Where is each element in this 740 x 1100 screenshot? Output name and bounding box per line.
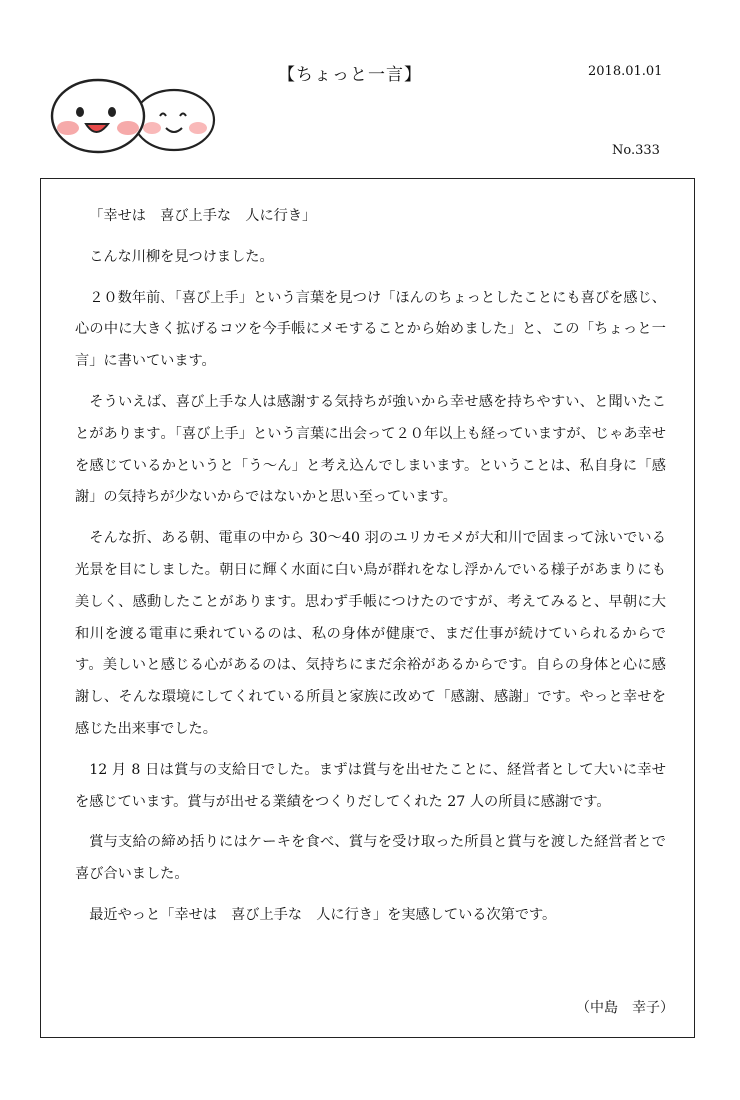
two-smiling-faces-icon <box>48 76 220 154</box>
page-title: 【ちょっと一言】 <box>278 65 422 85</box>
paragraph: 最近やっと「幸せは 喜び上手な 人に行き」を実感している次第です。 <box>89 906 557 923</box>
paragraph: ２０数年前､「喜び上手」という言葉を見つけ「ほんのちょっとしたことにも喜びを感じ、心の中に大きく拡げるコツを今手帳にメモすることから始めました」と、この「ちょっと一言」に書いています。 <box>75 289 666 370</box>
issue-number: No.333 <box>612 143 660 158</box>
paragraph: 12 月 8 日は賞与の支給日でした。まずは賞与を出せたことに、経営者として大いに幸せを感じています。賞与が出せる業績をつくりだしてくれた 27 人の所員に感謝です。 <box>75 761 666 810</box>
paragraph: こんな川柳を見つけました。 <box>89 248 274 265</box>
paragraph: そんな折、ある朝、電車の中から 30～40 羽のユリカモメが大和川で固まって泳いでいる光景を目にしました。朝日に輝く水面に白い鳥が群れをなし浮かんでいる様子があまりにも美しく、感動したことがあります。思わず手帳につけたのですが、考えてみると、早朝に大和川を渡る電車に乗れているのは、私の身体が健康で、まだ仕事が続けていられるからです。美しいと感じる心があるのは、気持ちにまだ余裕があるからです。自らの身体と心に感謝し、そんな環境にしてくれている所員と家族に改めて「感謝、感謝」です。やっと幸せを感じた出来事でした。 <box>75 530 666 737</box>
paragraph: そういえば、喜び上手な人は感謝する気持ちが強いから幸せ感を持ちやすい、と聞いたことがあります｡「喜び上手」という言葉に出会って２０年以上も経っていますが、じゃあ幸せを感じているかというと「う～ん」と考え込んでしまいます。ということは、私自身に「感謝」の気持ちが少ないからではないかと思い至っています。 <box>75 393 666 506</box>
paragraph: 「幸せは 喜び上手な 人に行き」 <box>89 208 317 224</box>
author-signature: （中島 幸子） <box>576 1000 674 1016</box>
issue-date: 2018.01.01 <box>588 64 663 79</box>
article-box <box>40 178 695 1038</box>
paragraph: 賞与支給の締め括りにはケーキを食べ、賞与を受け取った所員と賞与を渡した経営者とで喜び合いました。 <box>75 834 666 883</box>
